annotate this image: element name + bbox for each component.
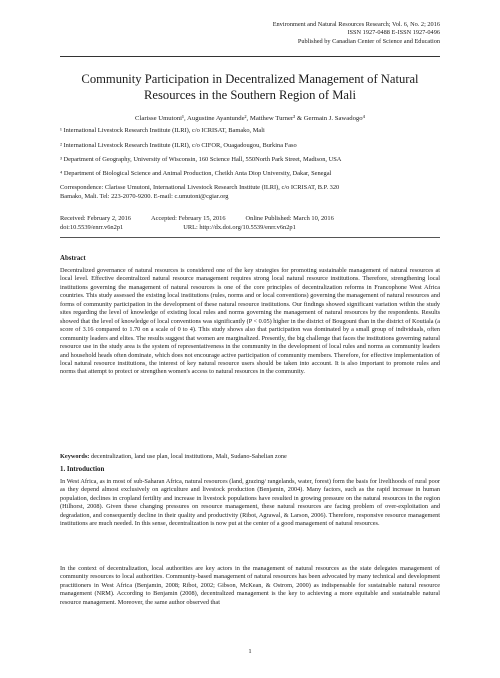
paper-title-line2: Resources in the Southern Region of Mali	[144, 87, 356, 102]
abstract-text: Decentralized governance of natural resources is considered one of the key strategies for promoting sustainable management of natural resources at local level. Effective decentralized natural resource management requires strong local natural resource institutions. Therefore, strengthening local institutions governing the management of natural resources is one of the core principles of decentralization reforms in Francophone West Africa countries. This study assessed the existing local institutions (rules, norms and or local conventions) governing the management of natural resources and forms of community participation in the development of these natural resource institutions. Our findings showed significant variation within the study sites regarding the level of knowledge of existing local rules and norms governing the management of natural resources by the respondents. Results showed that the level of knowledge of local conventions was significantly (P < 0.05) higher in the district of Bougouni than in the district of Koutiala (a score of 3.16 compared to 1.70 on a scale of 0 to 4). This study shows also that participation was dominated by a small group of individuals, often community leaders and elites. The results suggest that women are marginalized. Presently, the big challenge that faces the institutions governing natural resource use in the study area is the system of representativeness in the community in the development of local rules and norms as community leaders and household heads often dominate, which does not encourage active participation of community members. Therefore, for effective implementation of local natural resource institutions, the interest of key natural resource users should be taken into account. It is also important to promote rules and norms that attempt to protect or strengthen women's access to natural resources in the community.	[60, 267, 440, 376]
published-date: Online Published: March 10, 2016	[245, 215, 334, 222]
affiliation-1: ¹ International Livestock Research Institute (ILRI), c/o ICRISAT, Bamako, Mali	[60, 127, 265, 134]
correspondence-line1: Correspondence: Clarisse Umutoni, International Livestock Research Institute (ILRI), c/o ICRISAT, B.P. 320	[60, 184, 340, 191]
accepted-date: Accepted: February 15, 2016	[151, 215, 226, 222]
affiliation-3: ³ Department of Geography, University of Wisconsin, 160 Science Hall, 550North Park Street, Madison, USA	[60, 156, 342, 163]
abstract-heading: Abstract	[60, 255, 86, 262]
publication-dates	[60, 214, 440, 232]
paper-title-line1: Community Participation in Decentralized Management of Natural	[81, 72, 419, 86]
page-number: 1	[248, 648, 252, 655]
keywords-label: Keywords:	[60, 453, 90, 460]
doi: doi:10.5539/enrr.v6n2p1	[60, 224, 124, 231]
keywords-text: decentralization, land use plan, local institutions, Mali, Sudano-Sahelian zone	[89, 453, 287, 460]
abstract-top-rule	[60, 237, 440, 238]
journal-header-line1: Environment and Natural Resources Research; Vol. 6, No. 2; 2016	[272, 21, 440, 28]
introduction-paragraph-1: In West Africa, as in most of sub-Saharan Africa, natural resources (land, grazing/ rangelands, water, forest) form the basis for livelihoods of rural poor as they depend almost exclusively on agriculture and livestock production (Benjamin, 2004). Many factors, such as the rapid increase in human population, declines in cropland fertility and increase in livestock populations have resulted in growing pressure on the natural resources in the region (Hilhorst, 2008). Given these changing pressures on resource management, these natural resources are facing problem of over-exploitation and degradation, and consequently decline in their quality and productivity (Ribot, Agrawal, & Larson, 2006). Therefore, responsive resource management institutions are much needed. In this sense, decentralization is now put at the center of a good management of natural resources.	[60, 478, 440, 528]
keywords	[60, 453, 440, 461]
author-list: Clarisse Umutoni¹, Augustine Ayantunde², Matthew Turner³ & Germain J. Sawadogo⁴	[135, 115, 365, 122]
header-divider	[60, 56, 440, 57]
correspondence-line2: Bamako, Mali. Tel: 223-2070-9200. E-mail: c.umutoni@cgiar.org	[60, 192, 229, 200]
paper-title	[60, 72, 440, 103]
introduction-heading: 1. Introduction	[60, 466, 105, 473]
affiliation-2: ² International Livestock Research Institute (ILRI), c/o CIFOR, Ouagadougou, Burkina Faso	[60, 142, 297, 149]
journal-header-line2: ISSN 1927-0488 E-ISSN 1927-0496	[347, 29, 440, 37]
article-url[interactable]: URL: http://dx.doi.org/10.5539/enrr.v6n2p1	[183, 224, 296, 231]
received-date: Received: February 2, 2016	[60, 215, 131, 222]
correspondence	[60, 184, 440, 201]
journal-header	[273, 21, 440, 46]
affiliation-4: ⁴ Department of Biological Science and Animal Production, Cheikh Anta Diop University, Dakar, Senegal	[60, 170, 332, 177]
journal-header-line3: Published by Canadian Center of Science and Education	[297, 37, 440, 45]
introduction-paragraph-2: In the context of decentralization, local authorities are key actors in the management of natural resources as the state delegates management of community resources to local authorities. Community-based management of natural resources has been advocated by many technical and development practitioners in West Africa (Benjamin, 2008; Ribot, 2002; Gibson, McKean, & Ostrom, 2000) as indispensable for sustainable natural resource management (NRM). According to Benjamin (2008), decentralized management is the key to achieving a more equitable and sustainable natural resource management. Moreover, the same author observed that	[60, 565, 440, 606]
